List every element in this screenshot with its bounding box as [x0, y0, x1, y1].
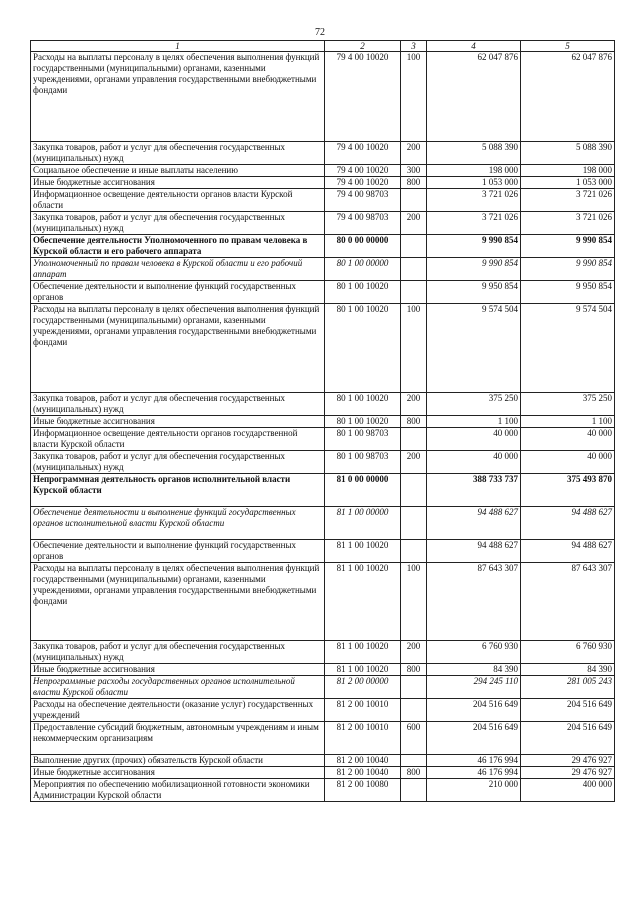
row-code-cell: 80 1 00 00000: [325, 258, 401, 281]
row-sum-year1-cell: 1 053 000: [427, 177, 521, 189]
budget-table: [30, 40, 615, 802]
row-code-cell: 79 4 00 10020: [325, 165, 401, 177]
table-row: [31, 416, 615, 428]
row-name-cell: Социальное обеспечение и иные выплаты населению: [31, 165, 325, 177]
row-sum-year1-cell: 9 574 504: [427, 304, 521, 393]
table-row: [31, 52, 615, 142]
row-expense-type-cell: 100: [401, 563, 427, 641]
row-sum-year1-cell: 204 516 649: [427, 699, 521, 722]
row-expense-type-cell: 800: [401, 767, 427, 779]
row-sum-year2-cell: 9 574 504: [521, 304, 615, 393]
row-name-cell: Иные бюджетные ассигнования: [31, 767, 325, 779]
row-code-cell: 80 1 00 98703: [325, 428, 401, 451]
row-expense-type-cell: [401, 189, 427, 212]
row-sum-year2-cell: 204 516 649: [521, 722, 615, 755]
header-col-2: 2: [325, 41, 401, 52]
table-row: [31, 699, 615, 722]
table-row: [31, 189, 615, 212]
row-sum-year1-cell: 9 990 854: [427, 235, 521, 258]
table-row: [31, 451, 615, 474]
row-code-cell: 81 1 00 10020: [325, 563, 401, 641]
table-header: [31, 41, 615, 52]
row-expense-type-cell: [401, 676, 427, 699]
row-name-cell: Обеспечение деятельности и выполнение функций государственных органов: [31, 540, 325, 563]
table-row: [31, 474, 615, 507]
row-code-cell: 81 1 00 00000: [325, 507, 401, 540]
row-sum-year2-cell: 1 053 000: [521, 177, 615, 189]
row-sum-year2-cell: 94 488 627: [521, 540, 615, 563]
row-sum-year1-cell: 62 047 876: [427, 52, 521, 142]
row-code-cell: 80 1 00 10020: [325, 416, 401, 428]
row-sum-year1-cell: 46 176 994: [427, 755, 521, 767]
row-code-cell: 81 2 00 10010: [325, 699, 401, 722]
row-code-cell: 79 4 00 10020: [325, 177, 401, 189]
row-sum-year2-cell: 6 760 930: [521, 641, 615, 664]
row-expense-type-cell: 200: [401, 641, 427, 664]
row-sum-year1-cell: 375 250: [427, 393, 521, 416]
row-code-cell: 81 2 00 00000: [325, 676, 401, 699]
table-row: [31, 304, 615, 393]
row-name-cell: Обеспечение деятельности и выполнение функций государственных органов: [31, 281, 325, 304]
header-col-1: 1: [31, 41, 325, 52]
row-expense-type-cell: 100: [401, 52, 427, 142]
row-sum-year1-cell: 9 990 854: [427, 258, 521, 281]
table-row: [31, 165, 615, 177]
row-name-cell: Выполнение других (прочих) обязательств Курской области: [31, 755, 325, 767]
header-row: [31, 41, 615, 52]
row-expense-type-cell: [401, 755, 427, 767]
row-code-cell: 79 4 00 10020: [325, 142, 401, 165]
table-row: [31, 281, 615, 304]
row-name-cell: Расходы на обеспечение деятельности (оказание услуг) государственных учреждений: [31, 699, 325, 722]
row-expense-type-cell: [401, 474, 427, 507]
row-code-cell: 81 1 00 10020: [325, 540, 401, 563]
row-expense-type-cell: 800: [401, 416, 427, 428]
row-code-cell: 80 1 00 10020: [325, 304, 401, 393]
row-name-cell: Иные бюджетные ассигнования: [31, 177, 325, 189]
row-name-cell: Предоставление субсидий бюджетным, автономным учреждениям и иным некоммерческим организациям: [31, 722, 325, 755]
row-sum-year1-cell: 94 488 627: [427, 507, 521, 540]
header-col-5: 5: [521, 41, 615, 52]
row-sum-year1-cell: 84 390: [427, 664, 521, 676]
row-sum-year2-cell: 5 088 390: [521, 142, 615, 165]
row-code-cell: 79 4 00 98703: [325, 189, 401, 212]
row-sum-year2-cell: 3 721 026: [521, 212, 615, 235]
table-row: [31, 393, 615, 416]
row-expense-type-cell: [401, 699, 427, 722]
row-code-cell: 81 2 00 10010: [325, 722, 401, 755]
row-code-cell: 80 0 00 00000: [325, 235, 401, 258]
row-sum-year2-cell: 1 100: [521, 416, 615, 428]
row-sum-year1-cell: 40 000: [427, 451, 521, 474]
row-name-cell: Расходы на выплаты персоналу в целях обеспечения выполнения функций государственными (муниципальными) органами, казенными учреждениями, органами управления государственными внебюджетными фондами: [31, 304, 325, 393]
row-sum-year1-cell: 210 000: [427, 779, 521, 802]
row-name-cell: Закупка товаров, работ и услуг для обеспечения государственных (муниципальных) нужд: [31, 641, 325, 664]
row-name-cell: Закупка товаров, работ и услуг для обеспечения государственных (муниципальных) нужд: [31, 393, 325, 416]
row-sum-year2-cell: 84 390: [521, 664, 615, 676]
row-name-cell: Закупка товаров, работ и услуг для обеспечения государственных (муниципальных) нужд: [31, 451, 325, 474]
row-sum-year1-cell: 94 488 627: [427, 540, 521, 563]
row-expense-type-cell: [401, 428, 427, 451]
row-sum-year1-cell: 3 721 026: [427, 189, 521, 212]
row-expense-type-cell: 300: [401, 165, 427, 177]
row-name-cell: Закупка товаров, работ и услуг для обеспечения государственных (муниципальных) нужд: [31, 212, 325, 235]
row-name-cell: Расходы на выплаты персоналу в целях обеспечения выполнения функций государственными (муниципальными) органами, казенными учреждениями, органами управления государственными внебюджетными фондами: [31, 563, 325, 641]
row-sum-year2-cell: 281 005 243: [521, 676, 615, 699]
page-number: 72: [315, 27, 325, 38]
row-code-cell: 81 1 00 10020: [325, 641, 401, 664]
row-name-cell: Уполномоченный по правам человека в Курской области и его рабочий аппарат: [31, 258, 325, 281]
row-sum-year2-cell: 62 047 876: [521, 52, 615, 142]
table-row: [31, 722, 615, 755]
row-name-cell: Информационное освещение деятельности органов государственной власти Курской области: [31, 428, 325, 451]
table-row: [31, 755, 615, 767]
table-row: [31, 676, 615, 699]
row-code-cell: 81 1 00 10020: [325, 664, 401, 676]
row-name-cell: Обеспечение деятельности Уполномоченного по правам человека в Курской области и его рабочего аппарата: [31, 235, 325, 258]
table-body: [31, 52, 615, 802]
table-row: [31, 142, 615, 165]
row-sum-year2-cell: 29 476 927: [521, 767, 615, 779]
row-sum-year2-cell: 375 250: [521, 393, 615, 416]
row-sum-year2-cell: 375 493 870: [521, 474, 615, 507]
row-sum-year2-cell: 40 000: [521, 451, 615, 474]
table-row: [31, 664, 615, 676]
row-sum-year1-cell: 6 760 930: [427, 641, 521, 664]
row-code-cell: 81 2 00 10040: [325, 767, 401, 779]
table-row: [31, 177, 615, 189]
table-row: [31, 540, 615, 563]
row-sum-year1-cell: 198 000: [427, 165, 521, 177]
table-row: [31, 235, 615, 258]
row-sum-year2-cell: 40 000: [521, 428, 615, 451]
row-expense-type-cell: 200: [401, 393, 427, 416]
table-row: [31, 258, 615, 281]
table-row: [31, 428, 615, 451]
row-sum-year1-cell: 87 643 307: [427, 563, 521, 641]
table-row: [31, 779, 615, 802]
row-sum-year2-cell: 204 516 649: [521, 699, 615, 722]
row-code-cell: 81 2 00 10080: [325, 779, 401, 802]
row-expense-type-cell: 200: [401, 451, 427, 474]
row-expense-type-cell: 100: [401, 304, 427, 393]
row-sum-year1-cell: 40 000: [427, 428, 521, 451]
header-col-3: 3: [401, 41, 427, 52]
row-name-cell: Непрограммные расходы государственных органов исполнительной власти Курской области: [31, 676, 325, 699]
row-expense-type-cell: [401, 779, 427, 802]
row-sum-year1-cell: 294 245 110: [427, 676, 521, 699]
row-name-cell: Закупка товаров, работ и услуг для обеспечения государственных (муниципальных) нужд: [31, 142, 325, 165]
row-expense-type-cell: [401, 507, 427, 540]
row-name-cell: Мероприятия по обеспечению мобилизационной готовности экономики Администрации Курской области: [31, 779, 325, 802]
row-expense-type-cell: 800: [401, 664, 427, 676]
row-sum-year1-cell: 46 176 994: [427, 767, 521, 779]
row-expense-type-cell: [401, 235, 427, 258]
row-sum-year2-cell: 9 990 854: [521, 235, 615, 258]
row-expense-type-cell: 600: [401, 722, 427, 755]
row-sum-year1-cell: 3 721 026: [427, 212, 521, 235]
row-expense-type-cell: 200: [401, 142, 427, 165]
row-sum-year2-cell: 400 000: [521, 779, 615, 802]
row-code-cell: 80 1 00 10020: [325, 393, 401, 416]
row-expense-type-cell: [401, 281, 427, 304]
row-code-cell: 79 4 00 98703: [325, 212, 401, 235]
row-name-cell: Иные бюджетные ассигнования: [31, 416, 325, 428]
row-code-cell: 80 1 00 10020: [325, 281, 401, 304]
row-expense-type-cell: 800: [401, 177, 427, 189]
row-sum-year1-cell: 5 088 390: [427, 142, 521, 165]
row-expense-type-cell: [401, 258, 427, 281]
row-sum-year2-cell: 198 000: [521, 165, 615, 177]
row-expense-type-cell: [401, 540, 427, 563]
row-sum-year2-cell: 3 721 026: [521, 189, 615, 212]
row-sum-year1-cell: 204 516 649: [427, 722, 521, 755]
row-sum-year2-cell: 29 476 927: [521, 755, 615, 767]
row-sum-year2-cell: 87 643 307: [521, 563, 615, 641]
row-name-cell: Обеспечение деятельности и выполнение функций государственных органов исполнительной власти Курской области: [31, 507, 325, 540]
row-sum-year1-cell: 1 100: [427, 416, 521, 428]
header-col-4: 4: [427, 41, 521, 52]
row-sum-year2-cell: 94 488 627: [521, 507, 615, 540]
row-name-cell: Непрограммная деятельность органов исполнительной власти Курской области: [31, 474, 325, 507]
row-name-cell: Информационное освещение деятельности органов власти Курской области: [31, 189, 325, 212]
row-code-cell: 81 0 00 00000: [325, 474, 401, 507]
table-row: [31, 563, 615, 641]
row-code-cell: 80 1 00 98703: [325, 451, 401, 474]
row-name-cell: Иные бюджетные ассигнования: [31, 664, 325, 676]
table-row: [31, 641, 615, 664]
table-row: [31, 767, 615, 779]
row-sum-year1-cell: 9 950 854: [427, 281, 521, 304]
row-sum-year1-cell: 388 733 737: [427, 474, 521, 507]
row-sum-year2-cell: 9 990 854: [521, 258, 615, 281]
row-sum-year2-cell: 9 950 854: [521, 281, 615, 304]
table-row: [31, 507, 615, 540]
row-code-cell: 81 2 00 10040: [325, 755, 401, 767]
table-row: [31, 212, 615, 235]
row-name-cell: Расходы на выплаты персоналу в целях обеспечения выполнения функций государственными (муниципальными) органами, казенными учреждениями, органами управления государственными внебюджетными фондами: [31, 52, 325, 142]
row-expense-type-cell: 200: [401, 212, 427, 235]
row-code-cell: 79 4 00 10020: [325, 52, 401, 142]
